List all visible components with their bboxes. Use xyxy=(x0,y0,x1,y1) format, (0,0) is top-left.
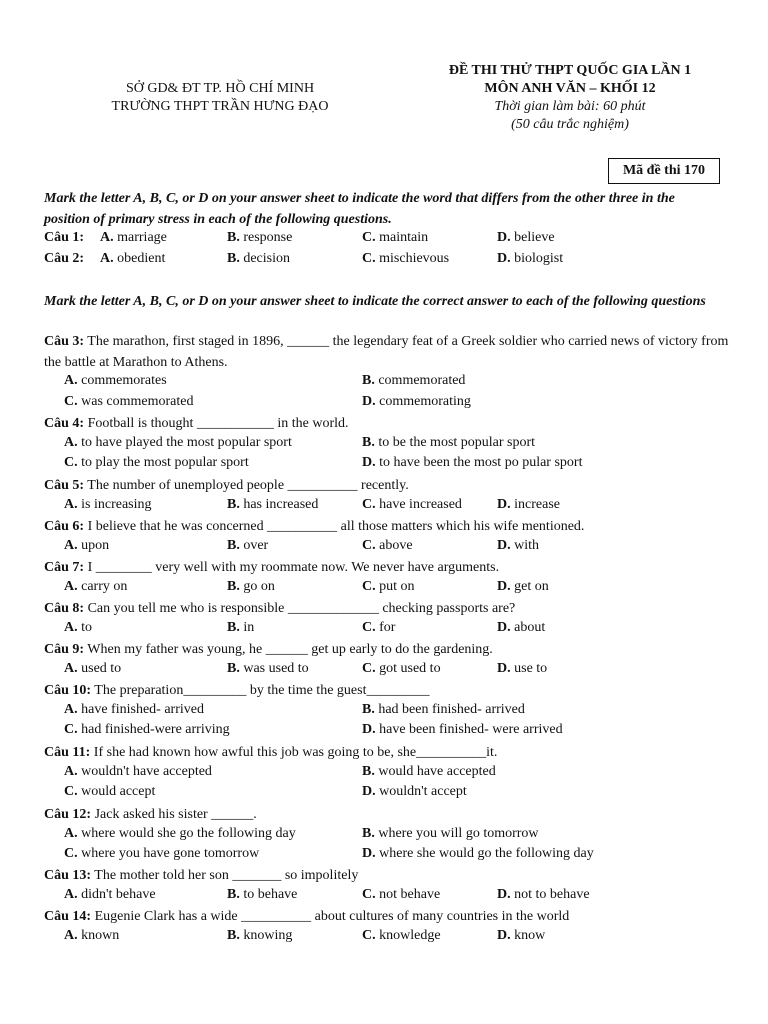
option-letter: C. xyxy=(362,886,376,902)
question-text: Can you tell me who is responsible _____________ checking passports are? xyxy=(84,601,516,616)
option-text: would accept xyxy=(77,784,156,800)
option-letter: D. xyxy=(497,660,511,676)
option-letter: D. xyxy=(497,578,511,594)
option-letter: A. xyxy=(100,251,114,266)
option-letter: D. xyxy=(362,455,376,471)
answer-option xyxy=(227,620,254,636)
answer-option xyxy=(64,455,249,471)
question-text: Eugenie Clark has a wide __________ about cultures of many countries in the world xyxy=(91,909,570,924)
option-letter: C. xyxy=(64,455,78,471)
option-letter: A. xyxy=(64,825,78,841)
question-text: When my father was young, he ______ get up early to do the gardening. xyxy=(84,642,493,657)
answer-option xyxy=(497,230,555,246)
answer-option xyxy=(227,887,297,903)
option-letter: A. xyxy=(64,886,78,902)
question-label: Câu 9: xyxy=(44,642,85,657)
answer-option xyxy=(362,928,441,944)
option-text: put on xyxy=(375,578,415,594)
option-text: had finished-were arriving xyxy=(77,722,230,738)
option-letter: C. xyxy=(362,578,376,594)
option-text: biologist xyxy=(510,251,564,266)
answer-option xyxy=(497,887,590,903)
option-letter: A. xyxy=(100,230,114,245)
department-name: SỞ GD& ĐT TP. HỒ CHÍ MINH xyxy=(125,81,315,96)
option-letter: A. xyxy=(64,434,78,450)
answer-option xyxy=(497,620,545,636)
answer-option xyxy=(64,435,292,451)
option-text: commemorates xyxy=(77,373,167,389)
answer-option xyxy=(64,764,212,780)
option-text: have been finished- were arrived xyxy=(375,722,563,738)
answer-option xyxy=(497,928,545,944)
option-text: over xyxy=(239,537,269,553)
option-letter: B. xyxy=(227,251,240,266)
option-text: increase xyxy=(510,496,560,512)
answer-option xyxy=(362,455,582,471)
question-label: Câu 12: xyxy=(44,807,92,822)
question-text: If she had known how awful this job was going to be, she__________it. xyxy=(90,745,498,760)
answer-option xyxy=(362,784,467,800)
question-text: Jack asked his sister ______. xyxy=(91,807,257,822)
question-stem xyxy=(44,640,734,661)
answer-option xyxy=(227,538,268,554)
option-letter: B. xyxy=(227,927,240,943)
answer-option xyxy=(64,846,259,862)
option-text: not behave xyxy=(375,886,441,902)
answer-option xyxy=(362,538,413,554)
option-letter: B. xyxy=(227,537,240,553)
option-letter: A. xyxy=(64,927,78,943)
option-letter: D. xyxy=(362,393,376,409)
option-letter: C. xyxy=(64,722,78,738)
option-letter: C. xyxy=(362,537,376,553)
question-text: Football is thought ___________ in the world. xyxy=(84,416,349,431)
option-letter: D. xyxy=(497,537,511,553)
answer-option xyxy=(64,784,155,800)
answer-option xyxy=(497,661,547,677)
answer-option xyxy=(362,497,462,513)
option-text: about xyxy=(510,619,546,635)
option-letter: B. xyxy=(227,886,240,902)
option-text: to behave xyxy=(239,886,298,902)
answer-option xyxy=(362,394,471,410)
answer-option xyxy=(64,887,156,903)
school-name: TRƯỜNG THPT TRẦN HƯNG ĐẠO xyxy=(111,99,329,114)
option-text: had been finished- arrived xyxy=(374,701,525,717)
answer-option xyxy=(362,887,440,903)
answer-option xyxy=(362,251,449,267)
option-letter: D. xyxy=(362,846,376,862)
exam-subject: MÔN ANH VĂN – KHỐI 12 xyxy=(484,81,656,96)
option-text: used to xyxy=(77,660,122,676)
option-text: would have accepted xyxy=(374,763,496,779)
option-text: commemorated xyxy=(374,373,466,389)
option-text: in xyxy=(239,619,255,635)
question-stem xyxy=(44,743,734,764)
option-letter: A. xyxy=(64,660,78,676)
option-letter: C. xyxy=(64,393,78,409)
option-text: for xyxy=(375,619,396,635)
option-text: got used to xyxy=(375,660,441,676)
option-text: wouldn't accept xyxy=(375,784,467,800)
option-letter: B. xyxy=(362,701,375,717)
section1-instruction: Mark the letter A, B, C, or D on your answer sheet to indicate the word that differs from the other three in the position of primary stress in each of the following questions. xyxy=(44,191,675,227)
answer-option xyxy=(227,579,275,595)
option-letter: D. xyxy=(497,230,511,245)
answer-option xyxy=(64,661,121,677)
option-text: to play the most popular sport xyxy=(77,455,249,471)
question-stem xyxy=(44,681,734,702)
question-label: Câu 7: xyxy=(44,560,85,575)
option-letter: B. xyxy=(227,660,240,676)
option-text: knowledge xyxy=(375,927,441,943)
question-label: Câu 10: xyxy=(44,683,92,698)
question-text: The preparation_________ by the time the guest_________ xyxy=(91,683,430,698)
answer-option xyxy=(362,826,539,842)
answer-option xyxy=(497,579,549,595)
option-text: believe xyxy=(510,230,555,245)
option-letter: C. xyxy=(362,927,376,943)
option-letter: C. xyxy=(64,784,78,800)
option-text: response xyxy=(239,230,293,245)
option-letter: D. xyxy=(497,619,511,635)
option-letter: C. xyxy=(362,251,376,266)
answer-option xyxy=(362,722,563,738)
answer-option xyxy=(362,230,428,246)
answer-option xyxy=(362,661,441,677)
option-letter: D. xyxy=(362,784,376,800)
option-letter: C. xyxy=(362,496,376,512)
answer-option xyxy=(497,538,539,554)
section2-instruction: Mark the letter A, B, C, or D on your answer sheet to indicate the correct answer to each of the following questions xyxy=(44,294,706,309)
option-text: was used to xyxy=(239,660,309,676)
answer-option xyxy=(227,230,292,246)
answer-option xyxy=(497,251,563,267)
option-text: wouldn't have accepted xyxy=(77,763,212,779)
question-count: (50 câu trắc nghiệm) xyxy=(511,117,629,132)
option-text: to have been the most po pular sport xyxy=(375,455,583,471)
option-text: have finished- arrived xyxy=(77,701,204,717)
option-letter: B. xyxy=(362,763,375,779)
answer-option xyxy=(362,620,395,636)
question-text: The mother told her son _______ so impolitely xyxy=(91,868,359,883)
option-letter: B. xyxy=(362,373,375,389)
option-letter: A. xyxy=(64,373,78,389)
question-label: Câu 5: xyxy=(44,478,85,493)
option-letter: B. xyxy=(227,578,240,594)
option-text: carry on xyxy=(77,578,128,594)
answer-option xyxy=(64,394,193,410)
answer-option xyxy=(362,702,525,718)
option-letter: A. xyxy=(64,537,78,553)
exam-title: ĐỀ THI THỬ THPT QUỐC GIA LẦN 1 xyxy=(448,63,692,78)
option-text: know xyxy=(510,927,546,943)
option-letter: B. xyxy=(362,434,375,450)
option-text: has increased xyxy=(239,496,319,512)
question-stem xyxy=(44,476,734,497)
question-stem xyxy=(44,517,734,538)
answer-option xyxy=(64,620,92,636)
question-text: The number of unemployed people __________ recently. xyxy=(84,478,409,493)
question-stem xyxy=(44,414,734,435)
answer-option xyxy=(227,928,292,944)
option-text: have increased xyxy=(375,496,462,512)
option-letter: B. xyxy=(227,230,240,245)
question-label: Câu 4: xyxy=(44,416,85,431)
question-label: Câu 14: xyxy=(44,909,92,924)
answer-option xyxy=(64,373,167,389)
question-label: Câu 13: xyxy=(44,868,92,883)
option-text: commemorating xyxy=(375,393,471,409)
option-letter: B. xyxy=(227,619,240,635)
question-label: Câu 3: xyxy=(44,334,85,349)
answer-option xyxy=(362,764,496,780)
option-letter: A. xyxy=(64,701,78,717)
option-text: mischievous xyxy=(375,251,450,266)
answer-option xyxy=(64,928,119,944)
option-letter: B. xyxy=(362,825,375,841)
answer-option xyxy=(362,579,415,595)
option-text: decision xyxy=(239,251,290,266)
question-label: Câu 6: xyxy=(44,519,85,534)
option-text: knowing xyxy=(239,927,293,943)
option-text: with xyxy=(510,537,540,553)
option-letter: D. xyxy=(497,927,511,943)
option-letter: D. xyxy=(497,496,511,512)
option-text: known xyxy=(77,927,120,943)
question-stem xyxy=(44,866,734,887)
option-letter: A. xyxy=(64,496,78,512)
question-stem xyxy=(44,805,734,826)
option-letter: A. xyxy=(64,578,78,594)
option-letter: D. xyxy=(497,886,511,902)
option-text: not to behave xyxy=(510,886,590,902)
answer-option xyxy=(362,435,535,451)
question-text: The marathon, first staged in 1896, ______ the legendary feat of a Greek soldier who carried news of victory from the battle at Marathon to Athens. xyxy=(44,334,729,370)
option-letter: B. xyxy=(227,496,240,512)
option-text: where you will go tomorrow xyxy=(374,825,539,841)
question-text: I believe that he was concerned __________ all those matters which his wife mentioned. xyxy=(84,519,585,534)
answer-option xyxy=(64,538,109,554)
option-letter: A. xyxy=(64,763,78,779)
option-text: didn't behave xyxy=(77,886,156,902)
exam-time: Thời gian làm bài: 60 phút xyxy=(494,99,646,114)
header-left xyxy=(0,80,440,116)
answer-option xyxy=(497,497,560,513)
answer-option xyxy=(227,661,309,677)
exam-code: Mã đề thi 170 xyxy=(608,158,720,184)
question-text: I ________ very well with my roommate now. We never have arguments. xyxy=(84,560,500,575)
option-text: upon xyxy=(77,537,110,553)
answer-option xyxy=(100,230,167,246)
option-letter: C. xyxy=(362,660,376,676)
question-label: Câu 1: xyxy=(44,230,85,245)
option-letter: D. xyxy=(362,722,376,738)
option-text: go on xyxy=(239,578,275,594)
option-letter: C. xyxy=(64,846,78,862)
option-letter: C. xyxy=(362,619,376,635)
question-label: Câu 8: xyxy=(44,601,85,616)
answer-option xyxy=(362,373,465,389)
option-letter: C. xyxy=(362,230,376,245)
question-label: Câu 2: xyxy=(44,251,85,266)
option-text: to xyxy=(77,619,93,635)
option-text: to be the most popular sport xyxy=(374,434,536,450)
answer-option xyxy=(227,497,318,513)
option-letter: D. xyxy=(497,251,511,266)
option-text: where you have gone tomorrow xyxy=(77,846,260,862)
header-right xyxy=(420,62,720,134)
option-text: where would she go the following day xyxy=(77,825,296,841)
option-text: maintain xyxy=(375,230,429,245)
answer-option xyxy=(64,702,204,718)
answer-option xyxy=(64,826,296,842)
option-text: use to xyxy=(510,660,548,676)
answer-option xyxy=(64,722,230,738)
option-text: was commemorated xyxy=(77,393,194,409)
option-letter: A. xyxy=(64,619,78,635)
option-text: above xyxy=(375,537,413,553)
answer-option xyxy=(64,579,127,595)
option-text: marriage xyxy=(113,230,167,245)
question-stem xyxy=(44,332,734,373)
answer-option xyxy=(100,251,165,267)
question-stem xyxy=(44,599,734,620)
question-label: Câu 11: xyxy=(44,745,91,760)
option-text: is increasing xyxy=(77,496,152,512)
answer-option xyxy=(362,846,594,862)
option-text: obedient xyxy=(113,251,166,266)
option-text: where she would go the following day xyxy=(375,846,594,862)
answer-option xyxy=(64,497,152,513)
option-text: get on xyxy=(510,578,549,594)
question-stem xyxy=(44,558,734,579)
option-text: to have played the most popular sport xyxy=(77,434,292,450)
answer-option xyxy=(227,251,290,267)
question-stem xyxy=(44,907,734,928)
